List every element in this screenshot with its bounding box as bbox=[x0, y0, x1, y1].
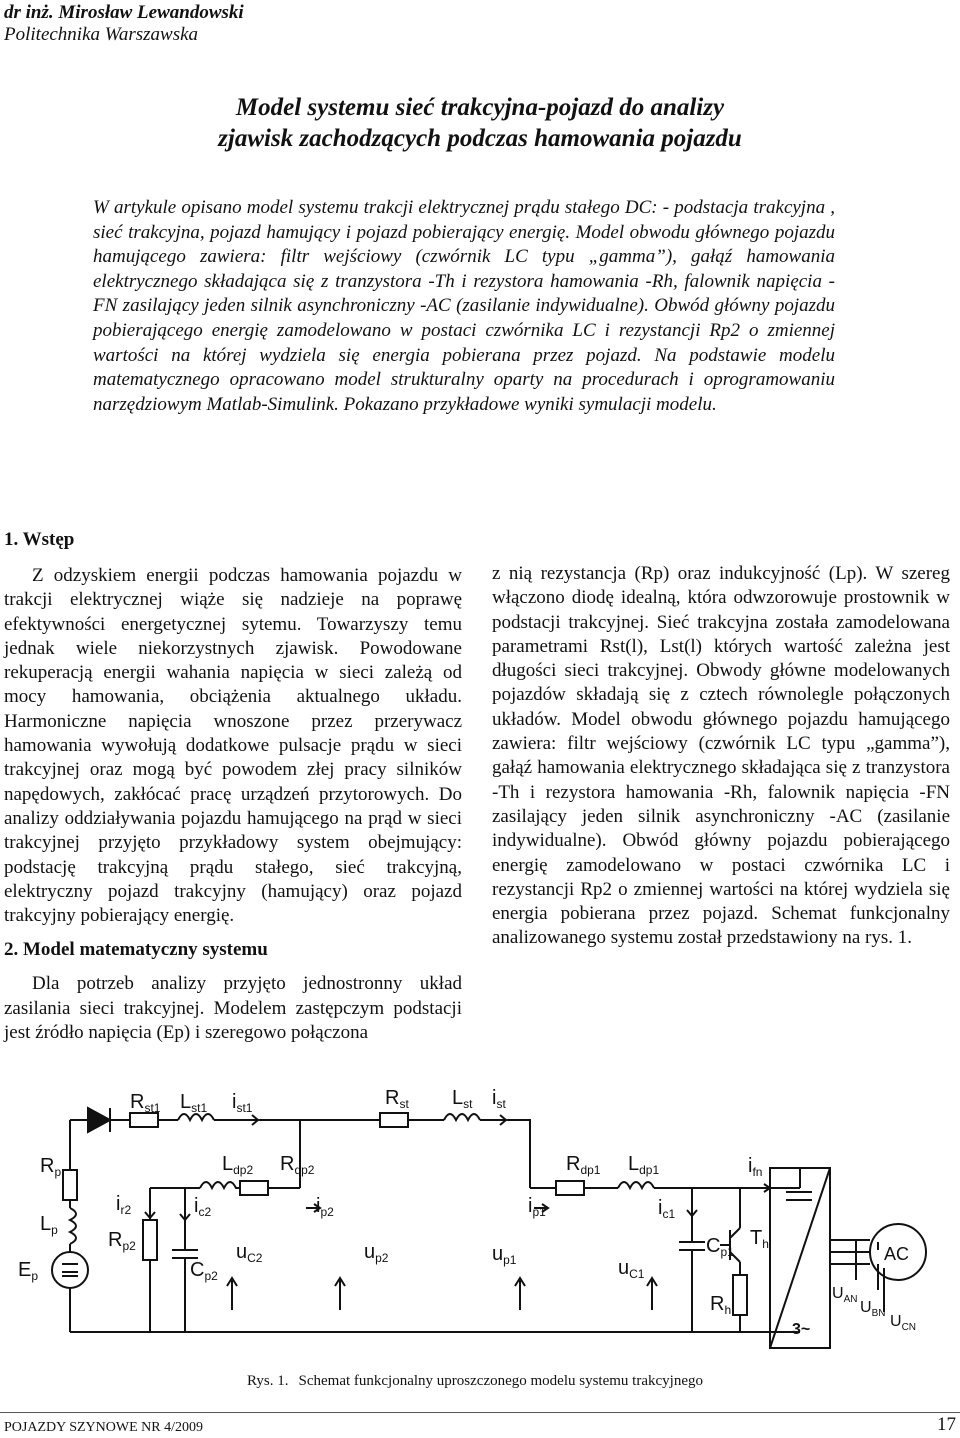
section-1-heading: 1. Wstęp bbox=[4, 529, 75, 550]
section-2-heading: 2. Model matematyczny systemu bbox=[4, 939, 268, 961]
section-2-body: Dla potrzeb analizy przyjęto jednostronny układ zasilania sieci trakcyjnej. Modelem zastępczym podstacji jest źródło napięcia (Ep) i szeregowo połączona bbox=[4, 973, 462, 1044]
circuit-diagram bbox=[0, 1080, 960, 1370]
label-ip1: $i_{p1}$ bbox=[528, 1195, 546, 1219]
page-number: 17 bbox=[937, 1414, 956, 1435]
label-uC1: $u_{C1}$ bbox=[618, 1257, 645, 1281]
label-up2: $u_{p2}$ bbox=[364, 1241, 389, 1265]
right-column-text: z nią rezystancja (Rp) oraz indukcyjność (Lp). W szereg włączono diodę idealną, która odwzorowuje prostownik w podstacji trakcyjnej. Sieć trakcyjna została zamodelowana parametrami Rst(l), Lst(l) których wartość zależna jest długości sieci trakcyjnej. Obwody główne modelowanych pojazdów składają się z cztech równolegle połączonych układów. Model obwodu głównego pojazdu hamującego zawiera: filtr wejściowy (czwórnik LC typu „gamma”), gałąź hamowania elektrycznego składająca się z tranzystora -Th i rezystora hamowania -Rh, falownik napięcia -FN zasilający jeden silnik asynchroniczny -AC (zasilanie indywidualne). Obwód główny pojazdu pobierającego energię zamodelowano w postaci czwórnika LC i rezystancji Rp2 o zmiennej wartości na której wydziela się energia pobierana przez pojazd. Schemat funkcjonalny analizowanego systemu został przedstawiony na rys. 1. bbox=[492, 563, 950, 949]
figure-number: Rys. 1. bbox=[247, 1373, 289, 1389]
author-block bbox=[4, 2, 244, 46]
label-uC2: $u_{C2}$ bbox=[236, 1241, 263, 1265]
label-Rst: $R_{st}$ bbox=[385, 1087, 409, 1111]
label-Ep: $E_p$ bbox=[18, 1259, 39, 1283]
label-ifn: $i_{fn}$ bbox=[748, 1155, 763, 1179]
label-Ldp1: $L_{dp1}$ bbox=[628, 1153, 660, 1177]
label-ic1: $i_{c1}$ bbox=[658, 1197, 676, 1221]
author-affiliation: Politechnika Warszawska bbox=[4, 24, 199, 45]
title-line-2: zjawisk zachodzących podczas hamowania pojazdu bbox=[218, 125, 742, 152]
paper-title bbox=[0, 92, 960, 154]
label-up1: $u_{p1}$ bbox=[492, 1243, 517, 1267]
footer-rule bbox=[0, 1412, 960, 1413]
label-Rdp2: $R_{dp2}$ bbox=[280, 1153, 315, 1177]
label-UAN: $U_{AN}$ bbox=[832, 1285, 858, 1305]
label-Th: $T_h$ bbox=[750, 1227, 769, 1251]
label-Rst1: $R_{st1}$ bbox=[130, 1091, 161, 1115]
label-ic2: $i_{c2}$ bbox=[194, 1195, 212, 1219]
label-Lp: $L_p$ bbox=[40, 1213, 58, 1237]
label-UCN: $U_{CN}$ bbox=[890, 1313, 917, 1333]
figure-caption-text: Schemat funkcjonalny uproszczonego modelu systemu trakcyjnego bbox=[298, 1373, 703, 1389]
label-UBN: $U_{BN}$ bbox=[860, 1299, 886, 1319]
label-Rh: $R_h$ bbox=[710, 1293, 732, 1317]
label-Lst: $L_{st}$ bbox=[452, 1087, 473, 1111]
label-ist: $i_{st}$ bbox=[492, 1087, 506, 1111]
label-ist1: $i_{st1}$ bbox=[232, 1091, 253, 1115]
label-Cp2: $C_{p2}$ bbox=[190, 1259, 218, 1283]
section-1-body: Z odzyskiem energii podczas hamowania pojazdu w trakcji elektrycznej wiąże się nadzieje na poprawę efektywności energetycznej sytemu. Towarzyszy temu jednak wiele niekorzystnych zjawisk. Powodowane rekuperacją energii wahania napięcia w sieci zależą od mocy hamowania, obciążenia aktualnego układu. Harmoniczne napięcia wnoszone przez przerywacz hamowania wywołują dodatkowe pulsacje prądu w sieci trakcyjnej oraz mogą być powodem złej pracy silników napędowych, zakłócać pracę urządzeń przytorowych. Do analizy oddziaływania pojazdu hamującego na prąd w sieci trakcyjnej przyjęto przykładowy system obejmujący: podstację trakcyjną prądu stałego, sieć trakcyjną, elektryczny pojazd trakcyjny (hamujący) oraz pojazd trakcyjny pobierający energię. bbox=[4, 565, 462, 927]
label-Lst1: $L_{st1}$ bbox=[180, 1091, 208, 1115]
label-ir2: $i_{r2}$ bbox=[116, 1193, 132, 1217]
author-name: dr inż. Mirosław Lewandowski bbox=[4, 2, 244, 23]
label-Rp2: $R_{p2}$ bbox=[108, 1229, 136, 1253]
label-three-phase: 3~ bbox=[792, 1321, 811, 1338]
label-Rp: $R_p$ bbox=[40, 1155, 62, 1179]
label-AC: AC bbox=[884, 1244, 910, 1264]
label-Cp1: $C_{p1}$ bbox=[706, 1235, 734, 1259]
figure-caption bbox=[0, 1372, 960, 1390]
title-line-1: Model systemu sieć trakcyjna-pojazd do analizy bbox=[235, 94, 725, 121]
label-Ldp2: $L_{dp2}$ bbox=[222, 1153, 254, 1177]
abstract: W artykule opisano model systemu trakcji elektrycznej prądu stałego DC: - podstacja trakcyjna , sieć trakcyjna, pojazd hamujący i pojazd pobierający energię. Model obwodu głównego pojazdu hamującego zawiera: filtr wejściowy (czwórnik LC typu „gamma”), gałąź hamowania elektrycznego składająca się z tranzystora -Th i rezystora hamowania -Rh, falownik napięcia -FN zasilający jeden silnik asynchroniczny -AC (zasilanie indywidualne). Obwód główny pojazdu pobierającego energię zamodelowano w postaci czwórnika LC i rezystancji Rp2 o zmiennej wartości na której wydziela się energia pobierana przez pojazd. Na podstawie modelu matematycznego opracowano model strukturalny oparty na procedurach i oprogramowaniu narzędziowym Matlab-Simulink. Pokazano przykładowe wyniki symulacji modelu. bbox=[93, 197, 835, 415]
label-ip2: $i_{p2}$ bbox=[316, 1195, 334, 1219]
journal-footer: POJAZDY SZYNOWE NR 4/2009 bbox=[4, 1420, 203, 1435]
label-Rdp1: $R_{dp1}$ bbox=[566, 1153, 601, 1177]
section-1 bbox=[4, 528, 462, 1045]
